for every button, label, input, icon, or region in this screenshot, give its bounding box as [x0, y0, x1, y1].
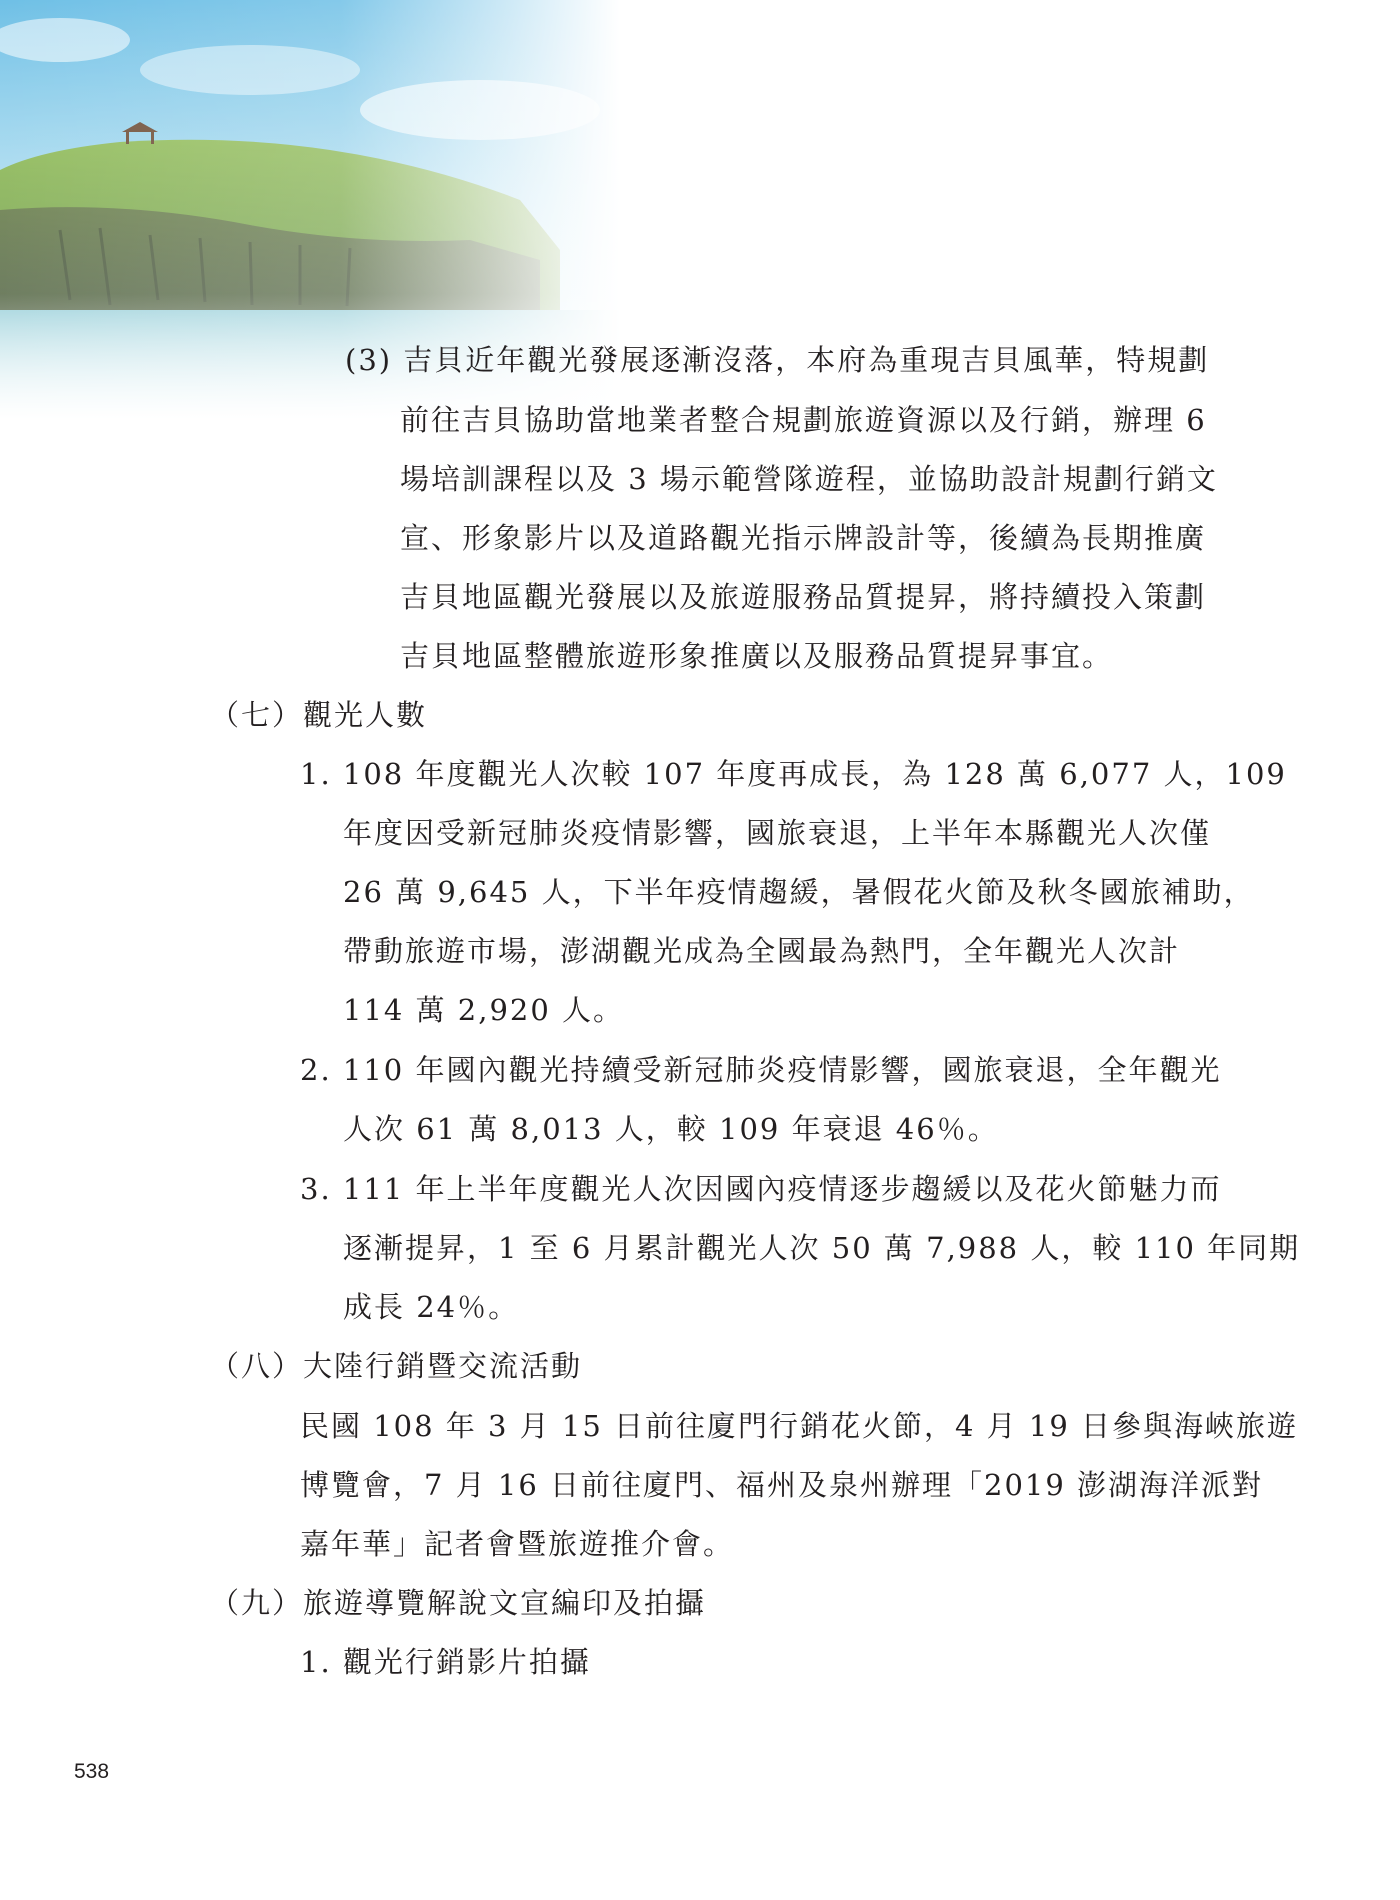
sec7-item1-line-1: 1. 108 年度觀光人次較 107 年度再成長，為 128 萬 6,077 人，109: [300, 757, 1287, 791]
page-number: 538: [74, 1760, 110, 1783]
sec7-item2-line-2: 人次 61 萬 8,013 人，較 109 年衰退 46％。: [343, 1112, 999, 1146]
sec7-item3-line-1: 3. 111 年上半年度觀光人次因國內疫情逐步趨緩以及花火節魅力而: [300, 1172, 1222, 1206]
p3-line-3: 場培訓課程以及 3 場示範營隊遊程，並協助設計規劃行銷文: [400, 462, 1218, 496]
sec8-line-1: 民國 108 年 3 月 15 日前往廈門行銷花火節，4 月 19 日參與海峽旅遊: [300, 1409, 1299, 1443]
sec7-item2-line-1: 2. 110 年國內觀光持續受新冠肺炎疫情影響，國旅衰退，全年觀光: [300, 1053, 1222, 1087]
sec7-item3-line-3: 成長 24％。: [343, 1290, 520, 1324]
section-9-heading: （九）旅遊導覽解說文宣編印及拍攝: [210, 1586, 707, 1620]
sec7-item1-line-4: 帶動旅遊市場，澎湖觀光成為全國最為熱門，全年觀光人次計: [343, 934, 1181, 968]
p3-line-5: 吉貝地區觀光發展以及旅遊服務品質提昇，將持續投入策劃: [400, 580, 1207, 614]
section-7-heading: （七）觀光人數: [210, 698, 428, 732]
p3-line-4: 宣、形象影片以及道路觀光指示牌設計等，後續為長期推廣: [400, 521, 1207, 555]
p3-line-2: 前往吉貝協助當地業者整合規劃旅遊資源以及行銷，辦理 6: [400, 403, 1207, 437]
p3-line-1: (3) 吉貝近年觀光發展逐漸沒落，本府為重現吉貝風華，特規劃: [345, 343, 1210, 377]
sec7-item1-line-3: 26 萬 9,645 人，下半年疫情趨緩，暑假花火節及秋冬國旅補助，: [343, 875, 1255, 909]
sec7-item1-line-5: 114 萬 2,920 人。: [343, 993, 625, 1027]
sec9-item1: 1. 觀光行銷影片拍攝: [300, 1645, 591, 1679]
sec7-item3-line-2: 逐漸提昇，1 至 6 月累計觀光人次 50 萬 7,988 人，較 110 年同期: [343, 1231, 1301, 1265]
p3-line-6: 吉貝地區整體旅遊形象推廣以及服務品質提昇事宜。: [400, 639, 1114, 673]
sec8-line-2: 博覽會，7 月 16 日前往廈門、福州及泉州辦理「2019 澎湖海洋派對: [300, 1468, 1264, 1502]
sec8-line-3: 嘉年華」記者會暨旅遊推介會。: [300, 1527, 735, 1561]
section-8-heading: （八）大陸行銷暨交流活動: [210, 1349, 583, 1383]
sec7-item1-line-2: 年度因受新冠肺炎疫情影響，國旅衰退，上半年本縣觀光人次僅: [343, 816, 1212, 850]
